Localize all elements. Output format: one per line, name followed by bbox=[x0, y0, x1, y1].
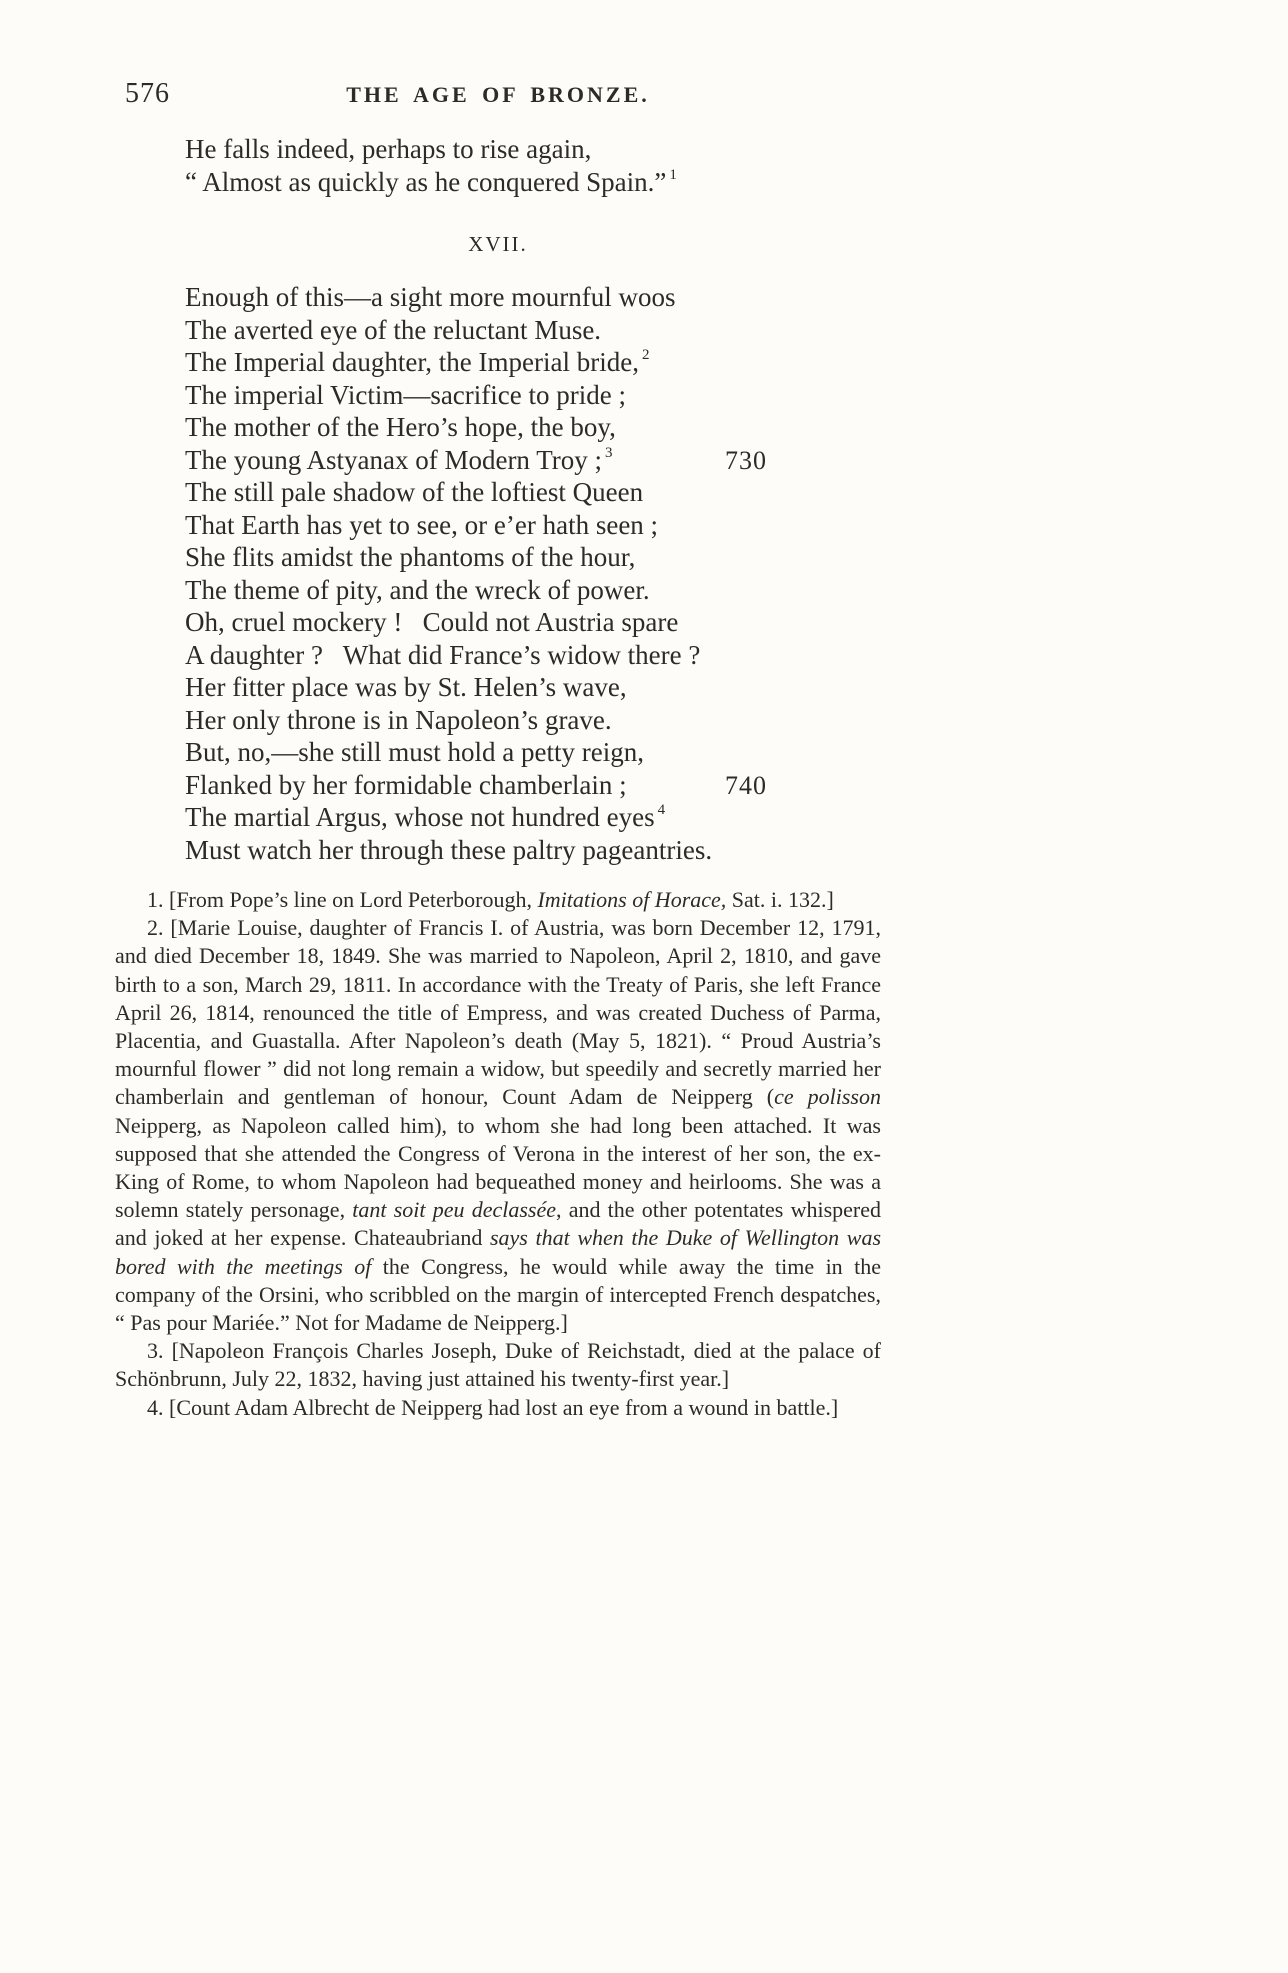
poem-line bbox=[185, 444, 881, 477]
poem-line-text: Oh, cruel mockery ! Could not Austria spare bbox=[185, 607, 679, 637]
poem-line-text: Her only throne is in Napoleon’s grave. bbox=[185, 704, 612, 735]
poem-line-text: Enough of this—a sight more mournful woos bbox=[185, 282, 676, 312]
footnote-text: Sat. i. 132.] bbox=[726, 887, 834, 912]
footnote-text: Neipperg, as Napoleon called him), to whom she had long been attached. It was supposed that she attended the Congress of Verona in the interest of her son, the ex-King of Rome, to whom Napoleon had bequeathed money and heirlooms. She was a solemn stately personage, bbox=[115, 1112, 881, 1223]
poem-line-text: The averted eye of the reluctant Muse. bbox=[185, 314, 602, 345]
poem-line-text: That Earth has yet to see, or e’er hath seen ; bbox=[185, 509, 659, 540]
poem-line bbox=[185, 281, 881, 314]
verse-line-number: 740 bbox=[725, 770, 767, 800]
poem-line bbox=[185, 314, 881, 347]
poem-line-text: The imperial Victim—sacrifice to pride ; bbox=[185, 379, 626, 410]
verse-line-number: 730 bbox=[725, 445, 767, 475]
page-number: 576 bbox=[125, 78, 170, 109]
footnote-text: 1. [From Pope’s line on Lord Peterborough, bbox=[147, 887, 538, 912]
page-content bbox=[115, 78, 881, 1422]
footnote-text: 2. [Marie Louise, daughter of Francis I. of Austria, was born December 12, 1791, and died December 18, 1849. She was married to Napoleon, April 2, 1810, and gave birth to a son, March 29, 1811. In accordance with the Treaty of Paris, she left France April 26, 1814, renounced the title of Empress, and was created Duchess of Parma, Placentia, and Guastalla. After Napoleon’s death (May 5, 1821). “ Proud Austria’s mournful flower ” did not long remain a widow, but speedily and secretly married her chamberlain and gentleman of honour, Count Adam de Neipperg ( bbox=[115, 915, 881, 1110]
poem-line bbox=[185, 411, 881, 444]
poem-line bbox=[185, 509, 881, 542]
footnote-text: 3. [Napoleon François Charles Joseph, Duke of Reichstadt, died at the palace of Schönbrunn, July 22, 1832, having just attained his twenty-first year.] bbox=[115, 1338, 881, 1392]
poem-opening-stanza bbox=[185, 133, 881, 198]
poem-line bbox=[185, 834, 881, 867]
page-header bbox=[115, 78, 881, 120]
poem-line-text: Must watch her through these paltry pageantries. bbox=[185, 834, 713, 865]
running-title: THE AGE OF BRONZE. bbox=[346, 82, 650, 107]
poem-line-text: The mother of the Hero’s hope, the boy, bbox=[185, 412, 616, 442]
footnote bbox=[115, 886, 881, 914]
section-heading: XVII. bbox=[468, 232, 528, 256]
footnote-italic-text: tant soit peu declassée bbox=[352, 1197, 556, 1223]
poem-line bbox=[185, 574, 881, 607]
footnote-italic-text: Imitations of Horace, bbox=[537, 887, 727, 912]
poem-line-text: “ Almost as quickly as he conquered Spain.” bbox=[185, 166, 667, 197]
poem-stanza bbox=[185, 281, 881, 866]
footnote bbox=[115, 1394, 881, 1422]
poem-line bbox=[185, 133, 881, 166]
poem-line bbox=[185, 736, 881, 769]
poem-line-text: The theme of pity, and the wreck of power. bbox=[185, 574, 650, 605]
poem-line-text: But, no,—she still must hold a petty reign, bbox=[185, 737, 644, 767]
poem-line bbox=[185, 379, 881, 412]
poem-line bbox=[185, 166, 881, 199]
footnote-italic-text: says that when the Duke of Wellington was bored with the meetings of bbox=[115, 1225, 882, 1279]
poem-line-text: Flanked by her formidable chamberlain ; bbox=[185, 769, 627, 800]
poem-line-text: He falls indeed, perhaps to rise again, bbox=[185, 134, 592, 164]
poem-line bbox=[185, 671, 881, 704]
poem-line-text: She flits amidst the phantoms of the hour, bbox=[185, 542, 636, 572]
footnote-reference: 4 bbox=[657, 802, 666, 818]
footnote bbox=[115, 914, 881, 1337]
footnote-reference: 3 bbox=[604, 444, 613, 461]
footnote-text: 4. [Count Adam Albrecht de Neipperg had lost an eye from a wound in battle.] bbox=[147, 1394, 839, 1420]
poem-line bbox=[185, 346, 881, 379]
poem-line bbox=[185, 606, 881, 639]
footnote bbox=[115, 1337, 881, 1393]
poem-line-text: Her fitter place was by St. Helen’s wave, bbox=[185, 672, 627, 702]
poem-line bbox=[185, 704, 881, 737]
poem-line bbox=[185, 769, 881, 802]
footnotes-section bbox=[115, 886, 881, 1422]
footnote-italic-text: ce polisson bbox=[774, 1084, 881, 1110]
poem-line-text: The Imperial daughter, the Imperial bride, bbox=[185, 347, 639, 377]
poem-line-text: The still pale shadow of the loftiest Queen bbox=[185, 477, 644, 507]
poem-line bbox=[185, 476, 881, 509]
footnote-reference: 2 bbox=[641, 347, 650, 363]
footnote-text: , and the other potentates whispered and joked at her expense. Chateaubriand bbox=[115, 1197, 881, 1251]
poem-line-text: The martial Argus, whose not hundred eyes bbox=[185, 802, 655, 832]
poem-line bbox=[185, 541, 881, 574]
poem-line bbox=[185, 801, 881, 834]
footnote-text: the Congress, he would while away the time in the company of the Orsini, who scribbled on the margin of intercepted French despatches, “ Pas pour Mariée.” Not for Madame de Neipperg.] bbox=[115, 1253, 881, 1336]
poem-line-text: The young Astyanax of Modern Troy ; bbox=[185, 444, 602, 475]
poem-line-text: A daughter ? What did France’s widow there ? bbox=[185, 639, 701, 670]
footnote-reference: 1 bbox=[669, 166, 677, 183]
poem-line bbox=[185, 639, 881, 672]
